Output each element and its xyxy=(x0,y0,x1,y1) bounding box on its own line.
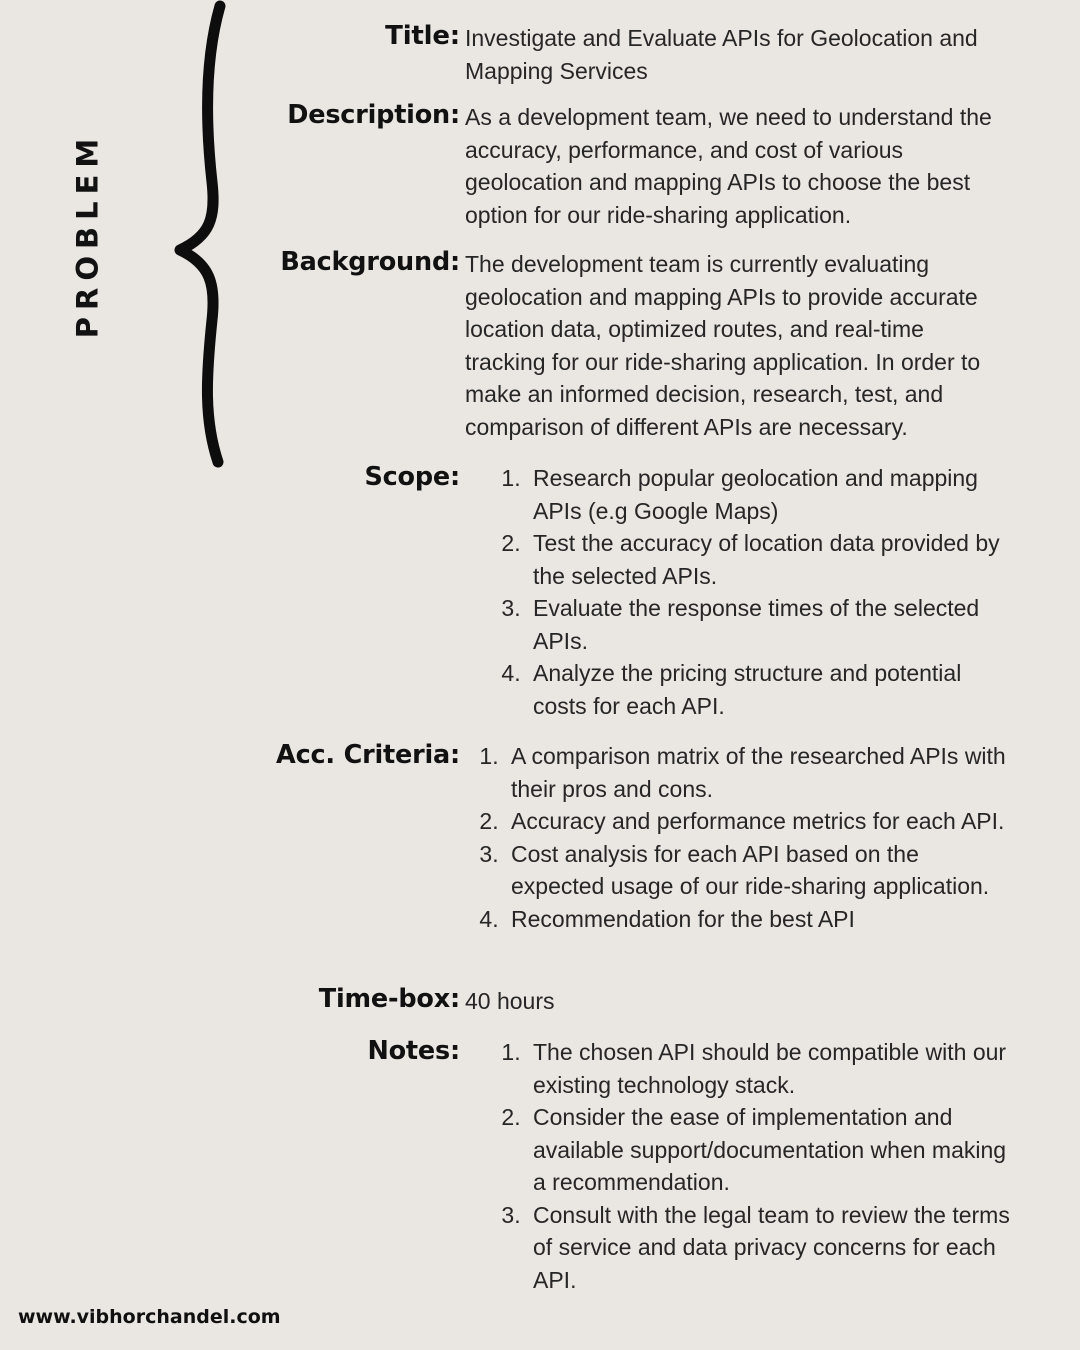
field-row-title xyxy=(0,22,1030,87)
field-value-title xyxy=(465,22,1010,87)
field-row-notes xyxy=(0,1036,1030,1296)
field-value-acceptance-criteria xyxy=(465,740,1010,935)
list-item: 3. Consult with the legal team to review the terms of service and data privacy concerns for each API. xyxy=(527,1199,1010,1297)
timebox-text: 40 hours xyxy=(465,988,555,1014)
field-label-title: Title: xyxy=(385,21,460,51)
field-row-timebox xyxy=(0,985,1030,1018)
list-item: 1. The chosen API should be compatible with our existing technology stack. xyxy=(527,1036,1010,1101)
list-item: 4. Recommendation for the best API xyxy=(505,903,1010,936)
field-value-timebox xyxy=(465,985,1010,1018)
field-label-notes: Notes: xyxy=(367,1036,460,1066)
list-item: 4. Analyze the pricing structure and potential costs for each API. xyxy=(527,657,1010,722)
field-row-acceptance-criteria xyxy=(0,740,1030,935)
section-label-text: PROBLEM xyxy=(70,131,105,339)
list-item: 2. Test the accuracy of location data provided by the selected APIs. xyxy=(527,527,1010,592)
field-label-acceptance-criteria: Acc. Criteria: xyxy=(276,740,460,770)
field-label-background: Background: xyxy=(280,247,460,277)
field-value-background xyxy=(465,248,1010,443)
list-item: 2. Accuracy and performance metrics for each API. xyxy=(505,805,1010,838)
list-item: 3. Cost analysis for each API based on the expected usage of our ride-sharing application. xyxy=(505,838,1010,903)
field-row-background xyxy=(0,248,1030,443)
acceptance-criteria-list xyxy=(465,740,1010,935)
scope-list xyxy=(465,462,1010,722)
list-item: 2. Consider the ease of implementation and available support/documentation when making a recommendation. xyxy=(527,1101,1010,1199)
title-text: Investigate and Evaluate APIs for Geolocation and Mapping Services xyxy=(465,25,978,84)
list-item: 1. Research popular geolocation and mapping APIs (e.g Google Maps) xyxy=(527,462,1010,527)
notes-list xyxy=(465,1036,1010,1296)
field-row-description xyxy=(0,101,1030,231)
list-item: 1. A comparison matrix of the researched APIs with their pros and cons. xyxy=(505,740,1010,805)
field-value-notes xyxy=(465,1036,1010,1296)
field-label-description: Description: xyxy=(287,100,460,130)
field-label-scope: Scope: xyxy=(364,462,460,492)
field-row-scope xyxy=(0,462,1030,722)
field-label-timebox: Time-box: xyxy=(318,984,460,1014)
background-text: The development team is currently evaluating geolocation and mapping APIs to provide accurate location data, optimized routes, and real-time tracking for our ride-sharing application. In order to make an informed decision, research, test, and comparison of different APIs are necessary. xyxy=(465,251,981,440)
field-value-scope xyxy=(465,462,1010,722)
footer-website[interactable]: www.vibhorchandel.com xyxy=(18,1306,281,1328)
description-text: As a development team, we need to understand the accuracy, performance, and cost of various geolocation and mapping APIs to choose the best option for our ride-sharing application. xyxy=(465,104,992,228)
field-value-description xyxy=(465,101,1010,231)
list-item: 3. Evaluate the response times of the selected APIs. xyxy=(527,592,1010,657)
